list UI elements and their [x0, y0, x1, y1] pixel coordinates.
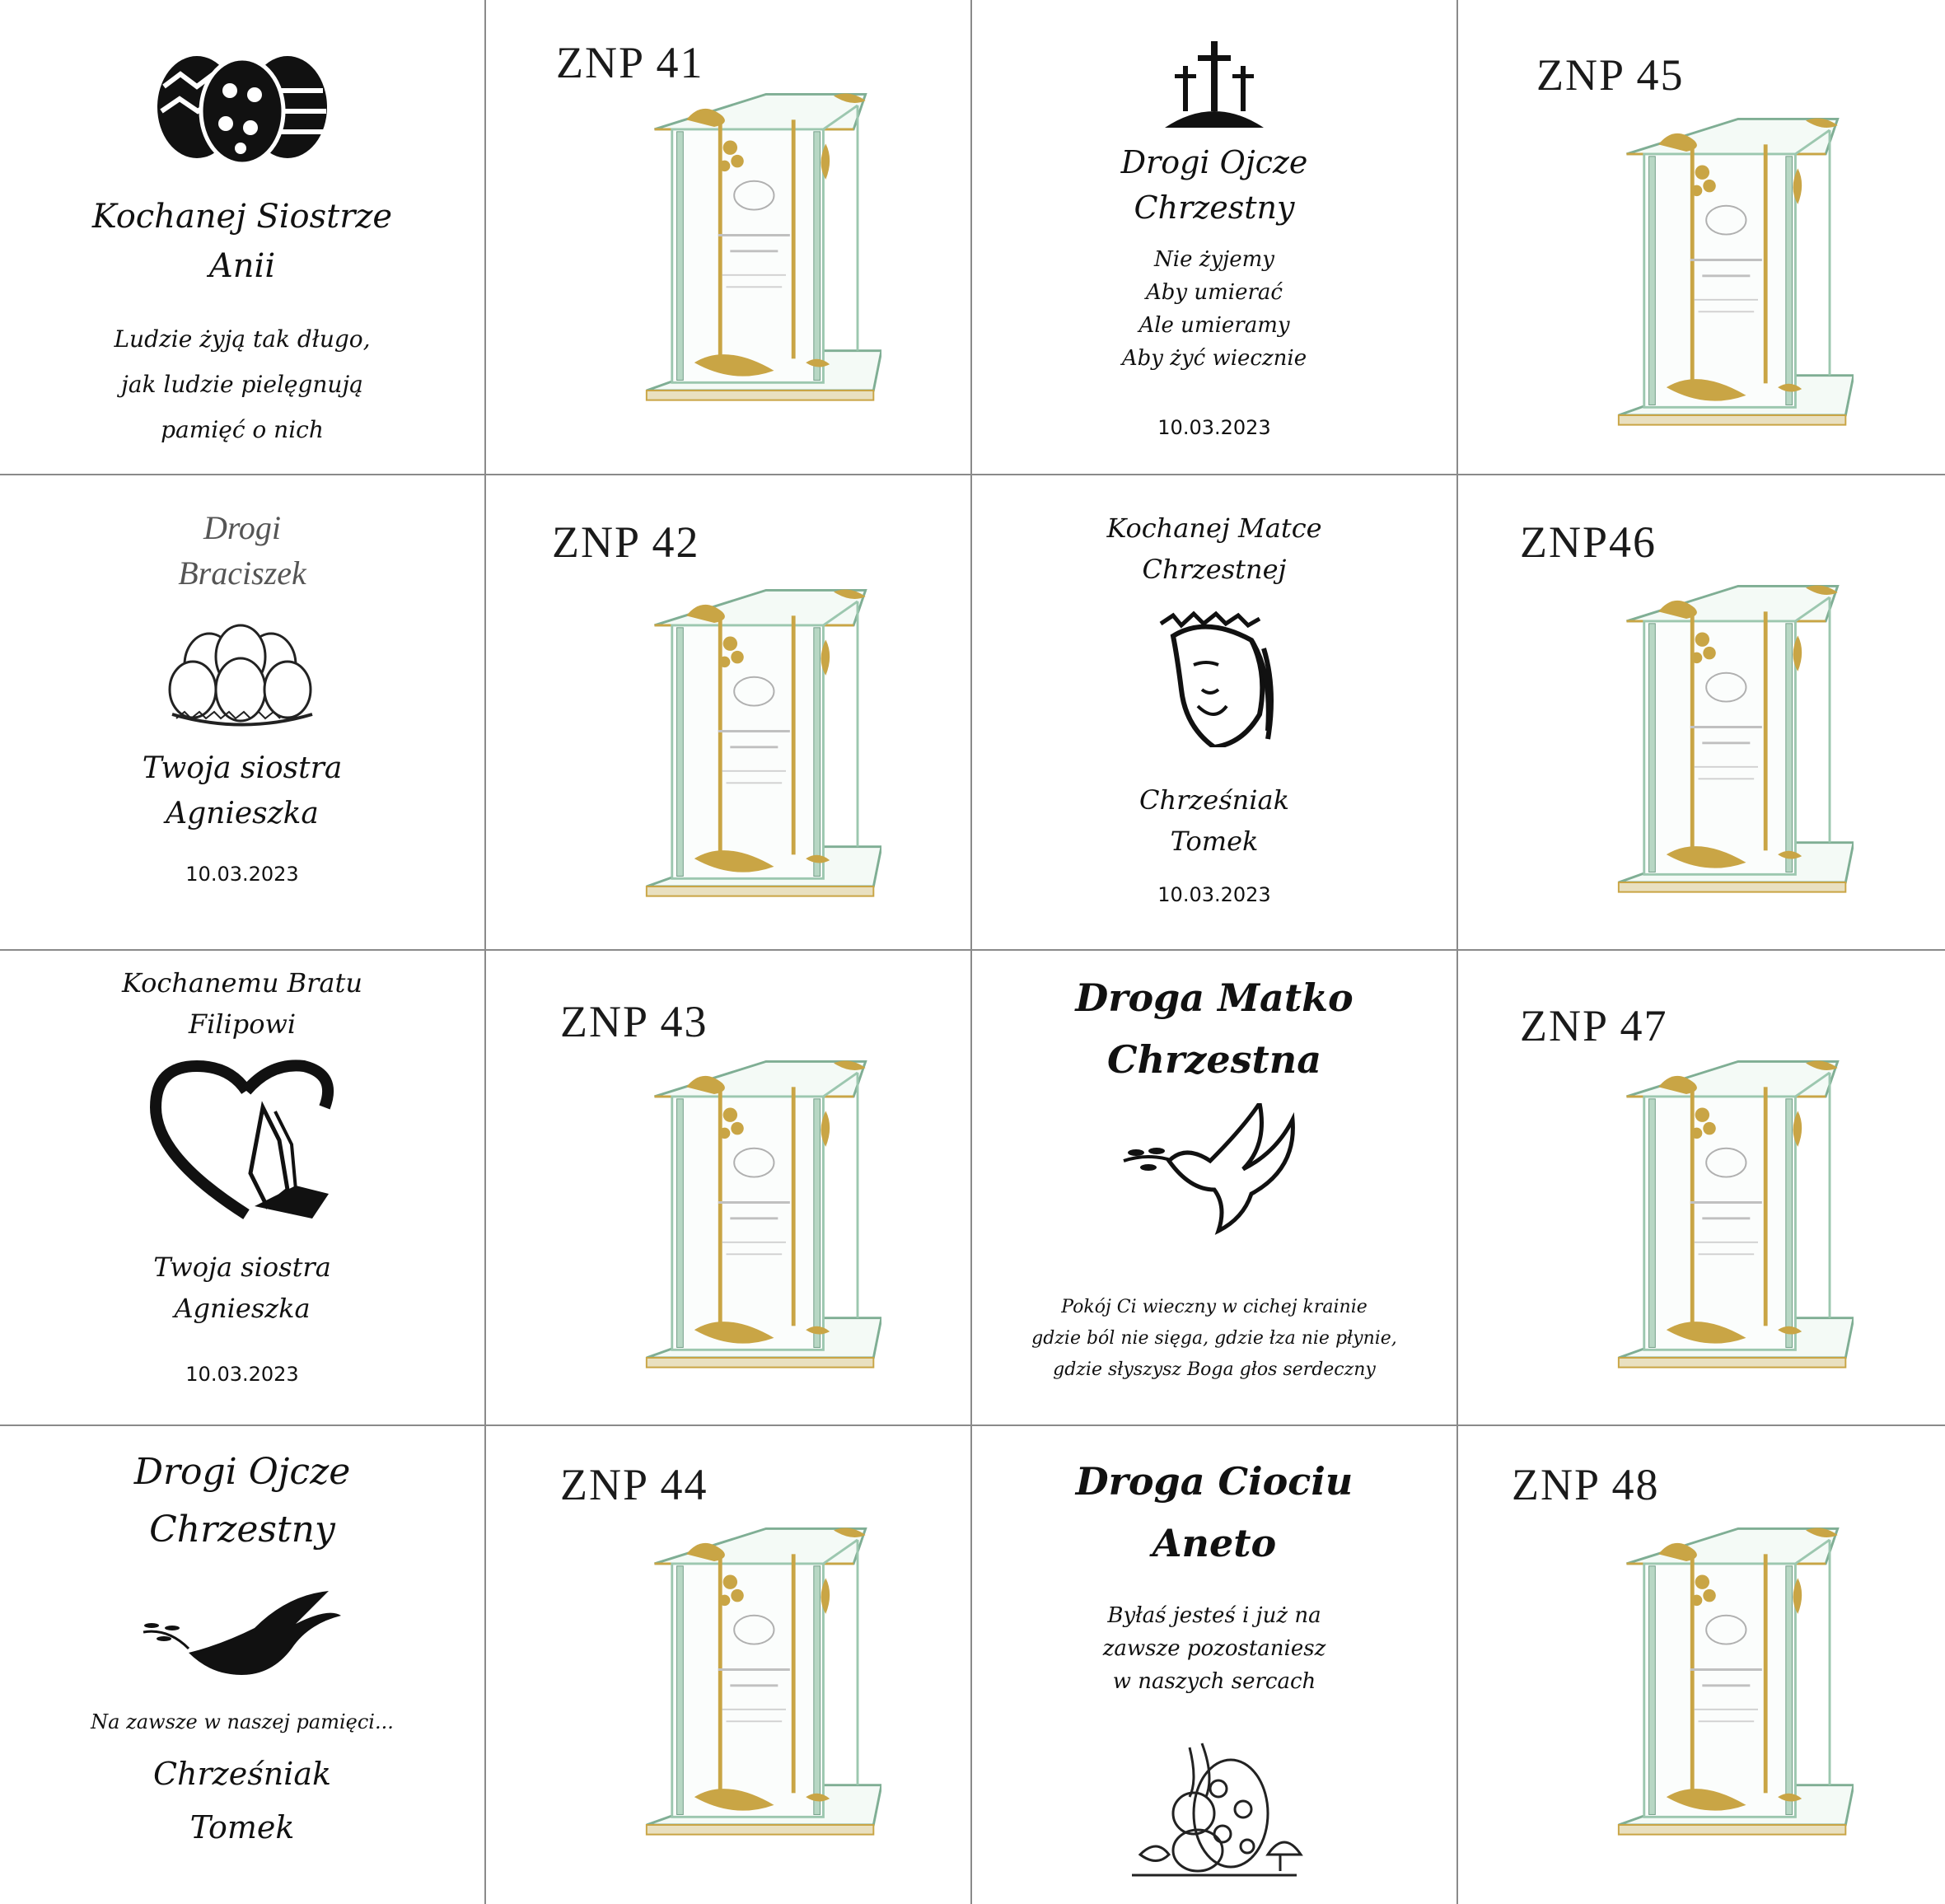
greeting-line-2: Chrzestna: [1106, 1037, 1322, 1082]
glass-lantern-image: [643, 578, 881, 908]
date-text: 10.03.2023: [1157, 416, 1271, 439]
date-text: 10.03.2023: [1157, 883, 1271, 906]
egg-basket-icon: [168, 620, 316, 727]
product-code: ZNP 41: [556, 38, 704, 87]
verse-line-3: Ale umieramy: [1138, 313, 1290, 338]
verse-line-2: gdzie ból nie sięga, gdzie łza nie płynie,: [1031, 1328, 1397, 1349]
greeting-line-1: Kochanemu Bratu: [122, 967, 362, 999]
greeting-line-2: Chrzestny: [1134, 189, 1295, 226]
product-card-8[interactable]: [1458, 1426, 1945, 1904]
glass-lantern-image: [1615, 574, 1854, 904]
date-text: 10.03.2023: [185, 1363, 299, 1386]
product-code: ZNP 47: [1520, 1001, 1668, 1050]
glass-lantern-image: [643, 1050, 881, 1379]
jesus-thorn-crown-icon: [1144, 599, 1284, 747]
verse-line-1: Byłaś jesteś i już na: [1107, 1603, 1321, 1628]
signature-line-2: Tomek: [1170, 826, 1259, 857]
dove-olive-icon: [1120, 1103, 1309, 1243]
glass-lantern-image: [643, 82, 881, 412]
signature-line-1: Chrześniak: [152, 1756, 332, 1792]
design-card-6: [972, 951, 1458, 1426]
signature-line-1: Chrześniak: [1139, 784, 1289, 816]
greeting-line-2: Aneto: [1152, 1521, 1277, 1565]
product-card-5[interactable]: [486, 951, 972, 1426]
verse-line-4: Aby żyć wiecznie: [1121, 346, 1307, 371]
design-card-7: [0, 1426, 486, 1904]
bunny-easter-egg-icon: [1124, 1731, 1305, 1879]
signature-line-2: Agnieszka: [166, 797, 319, 830]
verse-line-1: Ludzie żyją tak długo,: [114, 325, 371, 353]
verse-line-2: Aby umierać: [1146, 280, 1283, 305]
greeting-line-1: Drogi Ojcze: [133, 1451, 351, 1493]
design-card-5: [0, 951, 486, 1426]
design-card-4: [972, 475, 1458, 951]
glass-lantern-image: [1615, 107, 1854, 437]
three-crosses-icon: [1165, 37, 1264, 136]
product-code: ZNP 44: [560, 1460, 708, 1509]
glass-lantern-image: [1615, 1050, 1854, 1379]
product-card-1[interactable]: [486, 0, 972, 475]
greeting-line-2: Chrzestny: [149, 1509, 335, 1551]
greeting-line-2: Braciszek: [178, 554, 306, 592]
heart-praying-hands-icon: [147, 1058, 337, 1223]
greeting-line-2: Anii: [208, 247, 276, 285]
product-card-3[interactable]: [486, 475, 972, 951]
verse-line-3: gdzie słyszysz Boga głos serdeczny: [1053, 1359, 1376, 1380]
greeting-line-2: Chrzestnej: [1142, 554, 1287, 585]
verse-line-1: Na zawsze w naszej pamięci...: [91, 1710, 394, 1733]
design-card-2: [972, 0, 1458, 475]
greeting-line-1: Kochanej Siostrze: [91, 198, 393, 236]
verse-line-2: jak ludzie pielęgnują: [121, 371, 363, 398]
product-code: ZNP 48: [1512, 1460, 1660, 1509]
greeting-line-1: Droga Ciociu: [1075, 1459, 1354, 1504]
signature-line-2: Agnieszka: [174, 1293, 311, 1324]
greeting-line-1: Kochanej Matce: [1106, 512, 1322, 544]
product-code: ZNP 45: [1536, 50, 1685, 100]
verse-line-3: w naszych sercach: [1112, 1669, 1316, 1694]
product-card-6[interactable]: [1458, 951, 1945, 1426]
glass-lantern-image: [643, 1517, 881, 1846]
date-text: 10.03.2023: [185, 863, 299, 886]
design-card-3: [0, 475, 486, 951]
greeting-line-2: Filipowi: [188, 1008, 297, 1040]
product-card-2[interactable]: [1458, 0, 1945, 475]
greeting-line-1: Drogi Ojcze: [1120, 144, 1308, 180]
greeting-line-1: Droga Matko: [1075, 975, 1354, 1020]
design-card-1: [0, 0, 486, 475]
signature-line-2: Tomek: [189, 1809, 295, 1846]
verse-line-1: Pokój Ci wieczny w cichej krainie: [1061, 1297, 1368, 1317]
product-card-7[interactable]: [486, 1426, 972, 1904]
easter-eggs-icon: [152, 49, 333, 165]
verse-line-1: Nie żyjemy: [1154, 247, 1274, 272]
product-code: ZNP 42: [552, 517, 700, 567]
product-card-4[interactable]: [1458, 475, 1945, 951]
verse-line-3: pamięć o nich: [161, 416, 324, 443]
product-code: ZNP 43: [560, 997, 708, 1046]
swallow-branch-icon: [139, 1583, 345, 1682]
glass-lantern-image: [1615, 1517, 1854, 1846]
signature-line-1: Twoja siostra: [142, 751, 343, 785]
product-code: ZNP46: [1520, 517, 1657, 567]
design-card-8: [972, 1426, 1458, 1904]
greeting-line-1: Drogi: [203, 509, 282, 546]
signature-line-1: Twoja siostra: [153, 1251, 331, 1283]
verse-line-2: zawsze pozostaniesz: [1102, 1636, 1326, 1661]
